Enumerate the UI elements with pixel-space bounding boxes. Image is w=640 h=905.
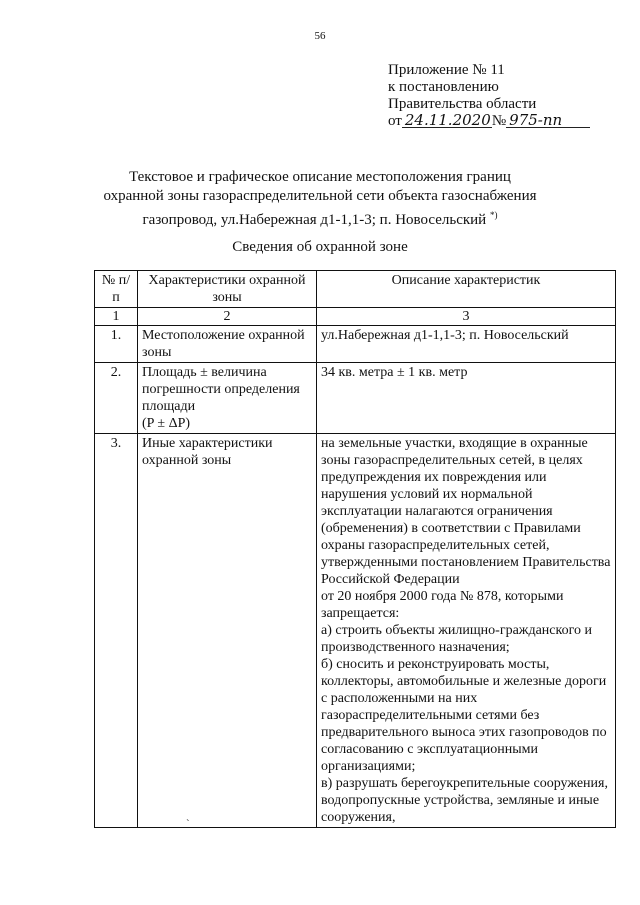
table-row — [95, 363, 616, 434]
row-characteristic: Местоположение охранной зоны — [138, 326, 317, 363]
row-characteristic-formula: (P ± ΔP) — [142, 416, 191, 431]
row-characteristic: Иные характеристики охранной зоны — [138, 434, 317, 828]
description-paragraph: б) сносить и реконструировать мосты, коллекторы, автомобильные и железные дороги с расположенными на них газораспределительными сетями без предварительного выноса этих газопроводов по согласованию с эксплуатационными организациями; — [321, 657, 607, 774]
row-characteristic-text: Площадь ± величина погрешности определения площади — [142, 365, 300, 414]
header-characteristics: Характеристики охранной зоны — [138, 271, 317, 308]
description-paragraph: от 20 ноября 2000 года № 878, которыми запрещается: — [321, 589, 564, 621]
title-line-2: охранной зоны газораспределительной сети объекта газоснабжения — [103, 188, 537, 204]
number-label: № — [491, 113, 507, 129]
title-line-3-text: газопровод, ул.Набережная д1-1,1-3; п. Новосельский — [142, 212, 487, 228]
title-line-1: Текстовое и графическое описание местоположения границ — [129, 169, 511, 185]
header-description: Описание характеристик — [317, 271, 616, 308]
row-number: 2. — [95, 363, 138, 434]
stray-mark: ˋ — [186, 818, 190, 830]
table-index-row — [95, 308, 616, 326]
from-label: от — [388, 113, 402, 129]
footnote-mark: *) — [489, 210, 498, 220]
index-cell: 3 — [317, 308, 616, 326]
appendix-title: Приложение № 11 — [388, 62, 505, 78]
handwritten-date: 24.11.2020 — [402, 113, 492, 128]
page-number: 56 — [314, 30, 326, 42]
appendix-line-3: Правительства области — [388, 96, 537, 112]
table-header-row — [95, 271, 616, 308]
row-characteristic — [138, 363, 317, 434]
title-line-3 — [0, 206, 640, 230]
table-row — [95, 434, 616, 828]
description-paragraph: в) разрушать берегоукрепительные сооружения, водопропускные устройства, земляные и иные сооружения, — [321, 776, 608, 825]
appendix-date-line — [388, 113, 590, 130]
row-description: ул.Набережная д1-1,1-3; п. Новосельский — [317, 326, 616, 363]
section-subtitle: Сведения об охранной зоне — [232, 239, 408, 255]
table-row — [95, 326, 616, 363]
index-cell: 1 — [95, 308, 138, 326]
description-paragraph: а) строить объекты жилищно-гражданского и производственного назначения; — [321, 623, 592, 655]
row-number: 1. — [95, 326, 138, 363]
row-number: 3. — [95, 434, 138, 828]
row-description — [317, 434, 616, 828]
appendix-block — [388, 62, 590, 130]
handwritten-number: 975-пп — [506, 113, 590, 128]
document-title — [0, 168, 640, 230]
description-paragraph: на земельные участки, входящие в охранные зоны газораспределительных сетей, в целях предупреждения их повреждения или нарушения условий их нормальной эксплуатации налагаются ограничения (обременения) в соответствии с Правилами охраны газораспределительных сетей, утвержденными постановлением Правительства Российской Федерации — [321, 436, 611, 587]
appendix-line-2: к постановлению — [388, 79, 499, 95]
index-cell: 2 — [138, 308, 317, 326]
header-number: № п/п — [95, 271, 138, 308]
row-description: 34 кв. метра ± 1 кв. метр — [317, 363, 616, 434]
zone-info-table — [94, 270, 616, 828]
